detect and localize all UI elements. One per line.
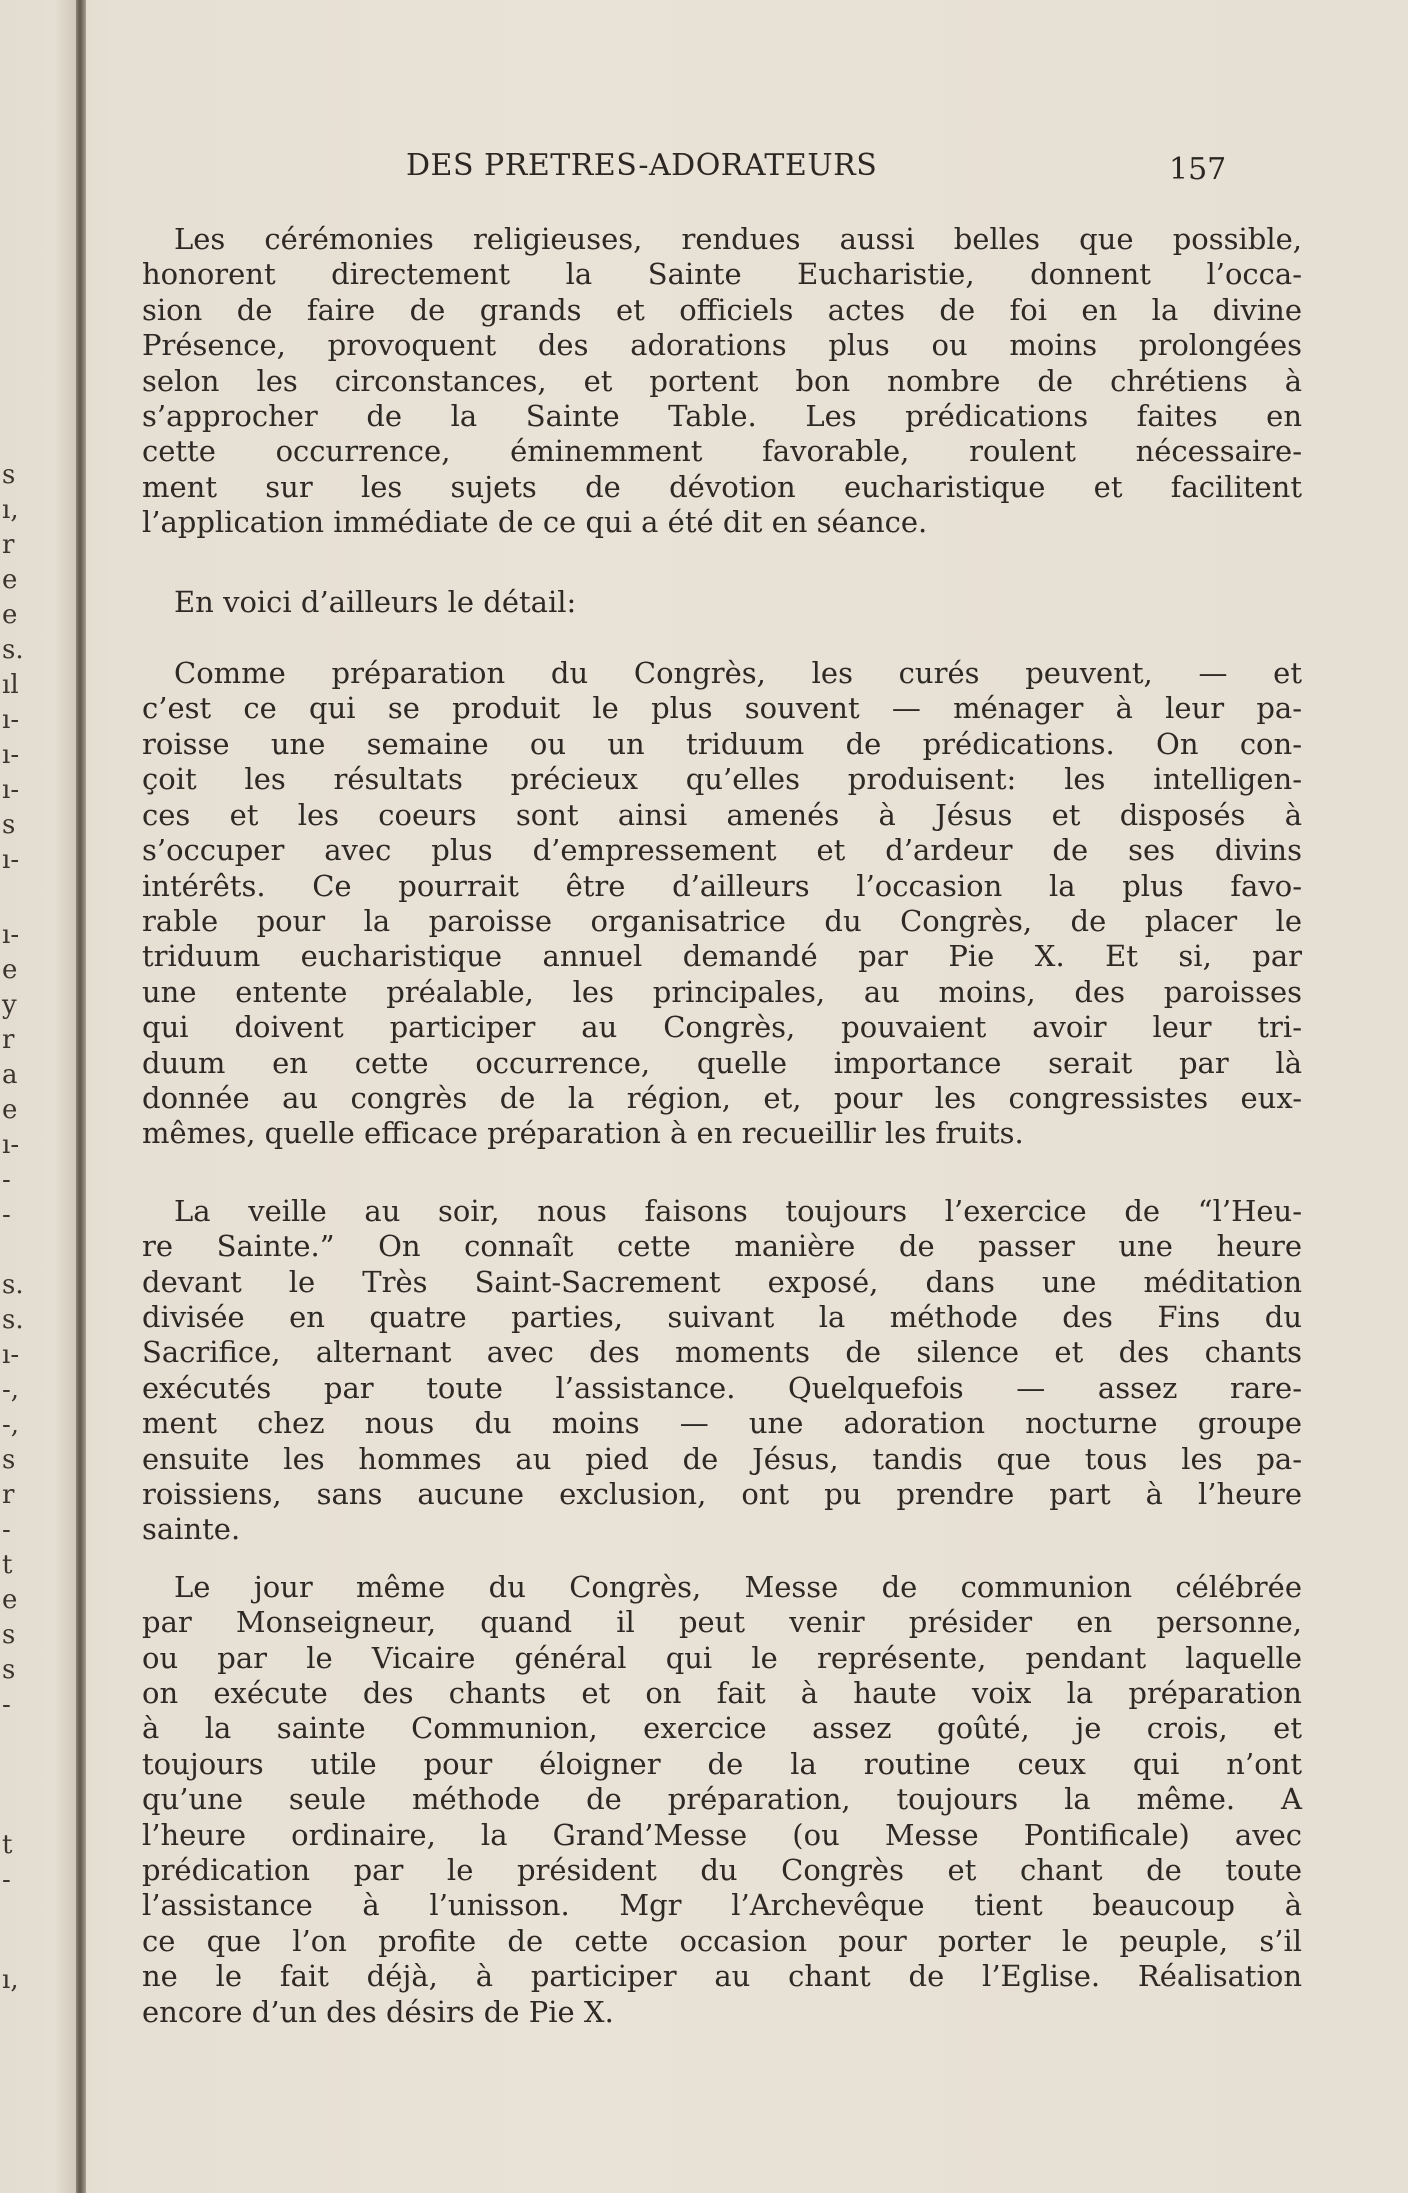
text-line: cette occurrence, éminemment favorable, roulent nécessaire- (142, 434, 1302, 469)
text-line: qui doivent participer au Congrès, pouvaient avoir leur tri- (142, 1010, 1302, 1045)
margin-fragment: ı- (2, 740, 20, 770)
margin-fragment: - (2, 1865, 11, 1895)
text-line: ensuite les hommes au pied de Jésus, tandis que tous les pa- (142, 1441, 1302, 1476)
text-line: toujours utile pour éloigner de la routine ceux qui n’ont (142, 1746, 1302, 1781)
text-line: re Sainte.” On connaît cette manière de passer une heure (142, 1229, 1302, 1264)
margin-fragment: ı- (2, 845, 20, 875)
margin-fragment: e (2, 565, 18, 595)
margin-fragment: ı- (2, 775, 20, 805)
text-line: prédication par le président du Congrès et chant de toute (142, 1853, 1302, 1888)
margin-fragment: ı, (2, 1965, 19, 1995)
text-line: sion de faire de grands et officiels actes de foi en la divine (142, 292, 1302, 327)
text-line: encore d’un des désirs de Pie X. (142, 1994, 614, 2029)
previous-page-text-fragments (0, 0, 30, 2193)
margin-fragment: s (2, 1655, 16, 1685)
margin-fragment: ı- (2, 920, 20, 950)
margin-fragment: s. (2, 1305, 24, 1335)
margin-fragment: ı- (2, 1340, 20, 1370)
margin-fragment: e (2, 600, 18, 630)
text-line: Le jour même du Congrès, Messe de communion célébrée (174, 1569, 1302, 1604)
text-line: roisse une semaine ou un triduum de prédications. On con- (142, 726, 1302, 761)
text-line: par Monseigneur, quand il peut venir présider en personne, (142, 1605, 1302, 1640)
page-header (86, 148, 1408, 188)
text-line: roissiens, sans aucune exclusion, ont pu prendre part à l’heure (142, 1477, 1302, 1511)
margin-fragment: - (2, 1200, 11, 1230)
text-line: devant le Très Saint-Sacrement exposé, dans une méditation (142, 1264, 1302, 1299)
margin-fragment: t (2, 1550, 13, 1580)
text-line: à la sainte Communion, exercice assez goûté, je crois, et (142, 1711, 1302, 1746)
text-line: ces et les coeurs sont ainsi amenés à Jésus et disposés à (142, 797, 1302, 832)
text-line: donnée au congrès de la région, et, pour les congressistes eux- (142, 1080, 1302, 1115)
text-line: s’occuper avec plus d’empressement et d’ardeur de ses divins (142, 833, 1302, 868)
text-line: ment sur les sujets de dévotion eucharistique et facilitent (142, 469, 1302, 504)
text-line: ce que l’on profite de cette occasion pour porter le peuple, s’il (142, 1923, 1302, 1958)
margin-fragment: r (2, 530, 15, 560)
text-line: triduum eucharistique annuel demandé par Pie X. Et si, par (142, 939, 1302, 974)
paragraph (142, 1194, 1302, 1548)
text-line: l’heure ordinaire, la Grand’Messe (ou Messe Pontificale) avec (142, 1817, 1302, 1852)
running-head: DES PRETRES-ADORATEURS (406, 148, 878, 183)
text-line: duum en cette occurrence, quelle importance serait par là (142, 1045, 1302, 1080)
margin-fragment: ıl (2, 670, 19, 700)
text-line: l’application immédiate de ce qui a été dit en séance. (142, 505, 928, 540)
margin-fragment: y (2, 990, 17, 1020)
margin-fragment: s (2, 1445, 16, 1475)
margin-fragment: e (2, 1585, 18, 1615)
text-line: La veille au soir, nous faisons toujours l’exercice de “l’Heu- (174, 1193, 1302, 1228)
paragraph (142, 585, 1302, 620)
margin-fragment: ı- (2, 705, 20, 735)
text-line: Comme préparation du Congrès, les curés peuvent, — et (174, 656, 1302, 691)
text-line: mêmes, quelle efficace préparation à en recueillir les fruits. (142, 1116, 1024, 1151)
margin-fragment: r (2, 1480, 15, 1510)
margin-fragment: -, (2, 1375, 20, 1405)
margin-fragment: s (2, 460, 16, 490)
margin-fragment: s. (2, 635, 24, 665)
text-line: une entente préalable, les principales, au moins, des paroisses (142, 974, 1302, 1009)
page-number: 157 (1169, 152, 1227, 187)
text-line: Sacrifice, alternant avec des moments de silence et des chants (142, 1335, 1302, 1370)
text-line: divisée en quatre parties, suivant la méthode des Fins du (142, 1299, 1302, 1334)
text-line: Les cérémonies religieuses, rendues aussi belles que possible, (174, 222, 1302, 256)
text-line: exécutés par toute l’assistance. Quelquefois — assez rare- (142, 1370, 1302, 1405)
margin-fragment: s (2, 810, 16, 840)
margin-fragment: s. (2, 1270, 24, 1300)
paragraph (142, 1570, 1302, 2030)
text-line: qu’une seule méthode de préparation, toujours la même. A (142, 1782, 1302, 1817)
margin-fragment: e (2, 1095, 18, 1125)
text-line: intérêts. Ce pourrait être d’ailleurs l’occasion la plus favo- (142, 868, 1302, 903)
text-line: l’assistance à l’unisson. Mgr l’Archevêque tient beaucoup à (142, 1888, 1302, 1923)
text-line: on exécute des chants et on fait à haute voix la préparation (142, 1676, 1302, 1711)
book-page (86, 0, 1408, 2193)
book-gutter (76, 0, 86, 2193)
text-line: rable pour la paroisse organisatrice du Congrès, de placer le (142, 903, 1302, 938)
margin-fragment: - (2, 1165, 11, 1195)
paragraph (142, 222, 1302, 541)
paragraph (142, 656, 1302, 1152)
text-line: selon les circonstances, et portent bon nombre de chrétiens à (142, 363, 1302, 398)
page-body (142, 222, 1302, 2030)
text-line: ou par le Vicaire général qui le représente, pendant laquelle (142, 1640, 1302, 1675)
text-line: ne le fait déjà, à participer au chant de l’Eglise. Réalisation (142, 1959, 1302, 1994)
margin-fragment: s (2, 1620, 16, 1650)
margin-fragment: r (2, 1025, 15, 1055)
text-line: s’approcher de la Sainte Table. Les prédications faites en (142, 399, 1302, 434)
text-line: c’est ce qui se produit le plus souvent — ménager à leur pa- (142, 691, 1302, 726)
margin-fragment: e (2, 955, 18, 985)
margin-fragment: ı- (2, 1130, 20, 1160)
text-line: ment chez nous du moins — une adoration nocturne groupe (142, 1406, 1302, 1441)
margin-fragment: - (2, 1515, 11, 1545)
text-line: En voici d’ailleurs le détail: (174, 584, 577, 619)
margin-fragment: ı, (2, 495, 19, 525)
text-line: Présence, provoquent des adorations plus ou moins prolongées (142, 328, 1302, 363)
margin-fragment: t (2, 1830, 13, 1860)
margin-fragment: a (2, 1060, 18, 1090)
margin-fragment: -, (2, 1410, 20, 1440)
text-line: honorent directement la Sainte Eucharistie, donnent l’occa- (142, 257, 1302, 292)
text-line: çoit les résultats précieux qu’elles produisent: les intelligen- (142, 762, 1302, 797)
margin-fragment: - (2, 1690, 11, 1720)
text-line: sainte. (142, 1512, 241, 1547)
